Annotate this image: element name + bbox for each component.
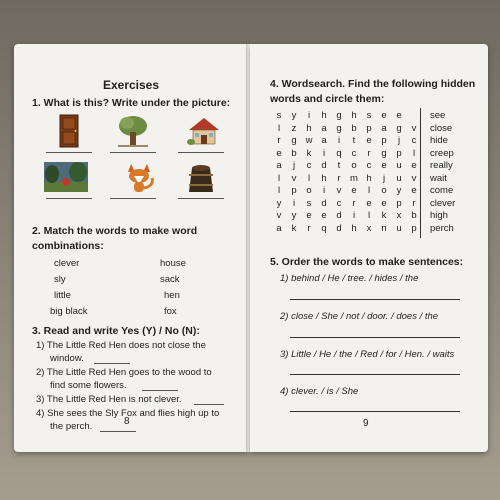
wordsearch-letter[interactable]: e — [321, 210, 327, 221]
wordsearch-letter[interactable]: u — [396, 172, 402, 184]
question-2-line1: 2. Match the words to make word — [32, 225, 198, 237]
door-icon — [52, 114, 86, 148]
wordsearch-letter[interactable]: w — [305, 135, 313, 146]
wordsearch-letter[interactable]: u — [396, 160, 402, 171]
wordsearch-letter[interactable]: l — [367, 185, 371, 196]
statement-text: find some flowers. — [50, 380, 127, 391]
answer-line[interactable] — [110, 152, 156, 153]
wordsearch-word: close — [430, 122, 453, 134]
wordsearch-letter[interactable]: h — [321, 172, 327, 184]
wordsearch-letter[interactable]: l — [277, 122, 281, 134]
wordsearch-letter[interactable]: x — [396, 210, 402, 221]
wordsearch-letter[interactable]: j — [397, 135, 401, 146]
wordsearch-letter[interactable]: z — [291, 122, 297, 134]
wordsearch-letter[interactable]: a — [381, 122, 387, 134]
sack-icon — [186, 160, 216, 194]
tree-icon — [116, 114, 150, 148]
wordsearch-letter[interactable]: h — [366, 172, 372, 184]
wordsearch-letter[interactable]: i — [322, 147, 326, 159]
wordsearch-letter[interactable]: p — [411, 222, 417, 234]
wordsearch-letter[interactable]: o — [306, 185, 312, 196]
match-right-word[interactable]: hen — [164, 290, 180, 301]
wordsearch-letter[interactable]: h — [306, 122, 312, 134]
wordsearch-word: really — [430, 160, 453, 171]
wordsearch-letter[interactable]: q — [321, 222, 327, 234]
fox-icon — [122, 160, 156, 194]
wordsearch-letter[interactable]: y — [291, 210, 297, 221]
wordsearch-letter[interactable]: e — [381, 160, 387, 171]
wordsearch-divider — [420, 108, 421, 238]
wordsearch-letter[interactable]: h — [321, 110, 327, 121]
wordsearch-word: come — [430, 185, 454, 196]
yn-answer-line[interactable] — [194, 404, 224, 405]
wordsearch-letter[interactable]: e — [276, 147, 282, 159]
wordsearch-letter[interactable]: s — [366, 110, 372, 121]
wordsearch-letter[interactable]: g — [381, 147, 387, 159]
wordsearch-letter[interactable]: j — [292, 160, 296, 171]
wordsearch-letter[interactable]: l — [412, 147, 416, 159]
wordsearch-letter[interactable]: r — [277, 135, 281, 146]
question-4-line2: words and circle them: — [270, 93, 385, 105]
wordsearch-letter[interactable]: v — [336, 185, 342, 196]
wordsearch-letter[interactable]: g — [291, 135, 297, 146]
yn-answer-line[interactable] — [100, 431, 136, 432]
statement-text: the perch. — [50, 421, 93, 432]
wordsearch-letter[interactable]: e — [351, 185, 357, 196]
wordsearch-letter[interactable]: l — [367, 210, 371, 221]
wordsearch-letter[interactable]: q — [336, 147, 342, 159]
wordsearch-letter[interactable]: o — [351, 160, 357, 171]
wordsearch-letter[interactable]: d — [321, 197, 327, 209]
statement-text: 3) The Little Red Hen is not clever. — [36, 394, 182, 405]
sentence-scramble: 1) behind / He / tree. / hides / the — [280, 273, 419, 284]
wordsearch-letter[interactable]: k — [306, 147, 312, 159]
wordsearch-letter[interactable]: i — [292, 197, 296, 209]
wordsearch-letter[interactable]: t — [337, 160, 341, 171]
match-left-word[interactable]: little — [54, 290, 71, 301]
wordsearch-letter[interactable]: y — [291, 110, 297, 121]
wordsearch-letter[interactable]: v — [411, 172, 417, 184]
wordsearch-letter[interactable]: c — [351, 147, 357, 159]
wordsearch-letter[interactable]: r — [412, 197, 416, 209]
yn-answer-line[interactable] — [94, 363, 130, 364]
wordsearch-letter[interactable]: b — [291, 147, 297, 159]
wordsearch-letter[interactable]: i — [337, 135, 341, 146]
wordsearch-word: wait — [430, 172, 447, 184]
wordsearch-letter[interactable]: n — [381, 222, 387, 234]
wordsearch-letter[interactable]: l — [307, 172, 311, 184]
wordsearch-letter[interactable]: g — [336, 122, 342, 134]
question-5: 5. Order the words to make sentences: — [270, 256, 464, 268]
wordsearch-letter[interactable]: h — [351, 222, 357, 234]
wordsearch-word: clever — [430, 197, 456, 209]
wordsearch-letter[interactable]: k — [381, 210, 387, 221]
wordsearch-word: perch — [430, 222, 454, 234]
wordsearch-letter[interactable]: v — [291, 172, 297, 184]
wordsearch-letter[interactable]: p — [291, 185, 297, 196]
wordsearch-letter[interactable]: i — [322, 185, 326, 196]
sentence-scramble: 4) clever. / is / She — [280, 386, 359, 397]
question-4-line1: 4. Wordsearch. Find the following hidden — [270, 78, 476, 90]
wordsearch-letter[interactable]: r — [367, 147, 371, 159]
wordsearch-letter[interactable]: d — [336, 222, 342, 234]
match-right-word[interactable]: house — [160, 258, 186, 269]
forest-scene-icon — [44, 162, 88, 192]
match-left-word[interactable]: big black — [50, 306, 88, 317]
sentence-answer-line[interactable] — [290, 374, 460, 375]
page-number: 9 — [363, 418, 369, 429]
wordsearch-letter[interactable]: d — [336, 210, 342, 221]
wordsearch-letter[interactable]: o — [381, 185, 387, 196]
wordsearch-letter[interactable]: l — [277, 185, 281, 196]
match-left-word[interactable]: clever — [54, 258, 80, 269]
page-number: 8 — [124, 416, 130, 427]
wordsearch-word: see — [430, 110, 446, 121]
wordsearch-letter[interactable]: d — [321, 160, 327, 171]
wordsearch-letter[interactable]: j — [382, 172, 386, 184]
wordsearch-letter[interactable]: a — [321, 135, 327, 146]
question-2-line2: combinations: — [32, 240, 104, 252]
wordsearch-letter[interactable]: v — [411, 122, 417, 134]
wordsearch-letter[interactable]: p — [396, 147, 402, 159]
sentence-answer-line[interactable] — [290, 299, 460, 300]
exercises-title: Exercises — [102, 78, 160, 92]
house-icon — [186, 114, 222, 148]
statement-text: 2) The Little Red Hen goes to the wood to — [36, 367, 212, 378]
wordsearch-letter[interactable]: g — [396, 122, 402, 134]
wordsearch-letter[interactable]: e — [381, 197, 387, 209]
wordsearch-letter[interactable]: r — [307, 222, 311, 234]
wordsearch-letter[interactable]: r — [337, 172, 341, 184]
answer-line[interactable] — [178, 198, 224, 199]
sentence-scramble: 2) close / She / not / door. / does / the — [280, 311, 439, 322]
answer-line[interactable] — [178, 152, 224, 153]
wordsearch-letter[interactable]: s — [276, 110, 282, 121]
wordsearch-letter[interactable]: a — [321, 122, 327, 134]
wordsearch-letter[interactable]: c — [306, 160, 312, 171]
match-left-word[interactable]: sly — [54, 274, 66, 285]
wordsearch-letter[interactable]: x — [366, 222, 372, 234]
wordsearch-letter[interactable]: p — [381, 135, 387, 146]
answer-line[interactable] — [46, 152, 92, 153]
sentence-scramble: 3) Little / He / the / Red / for / Hen. / waits — [280, 349, 455, 360]
wordsearch-word: high — [430, 210, 448, 221]
yn-answer-line[interactable] — [142, 390, 178, 391]
wordsearch-letter[interactable]: u — [396, 222, 402, 234]
wordsearch-letter[interactable]: p — [396, 197, 402, 209]
wordsearch-letter[interactable]: i — [352, 210, 356, 221]
wordsearch-letter[interactable]: a — [276, 160, 282, 171]
wordsearch-letter[interactable]: k — [291, 222, 297, 234]
wordsearch-letter[interactable]: p — [366, 122, 372, 134]
wordsearch-letter[interactable]: c — [336, 197, 342, 209]
match-right-word[interactable]: sack — [160, 274, 180, 285]
match-right-word[interactable]: fox — [164, 306, 177, 317]
wordsearch-letter[interactable]: e — [366, 197, 372, 209]
wordsearch-letter[interactable]: e — [381, 110, 387, 121]
wordsearch-letter[interactable]: y — [396, 185, 402, 196]
wordsearch-letter[interactable]: b — [411, 210, 417, 221]
wordsearch-letter[interactable]: r — [352, 197, 356, 209]
wordsearch-letter[interactable]: m — [350, 172, 358, 184]
question-1: 1. What is this? Write under the picture: — [32, 97, 231, 109]
wordsearch-letter[interactable]: l — [277, 172, 281, 184]
wordsearch-letter[interactable]: t — [352, 135, 356, 146]
wordsearch-letter[interactable]: e — [411, 160, 417, 171]
wordsearch-letter[interactable]: g — [336, 110, 342, 121]
wordsearch-letter[interactable]: e — [366, 135, 372, 146]
question-3: 3. Read and write Yes (Y) / No (N): — [32, 325, 200, 337]
wordsearch-letter[interactable]: c — [411, 135, 417, 146]
answer-line[interactable] — [46, 198, 92, 199]
statement-text: 1) The Little Red Hen does not close the — [36, 340, 206, 351]
wordsearch-letter[interactable]: v — [276, 210, 282, 221]
statement-text: 4) She sees the Sly Fox and flies high up to — [36, 408, 220, 419]
wordsearch-word: hide — [430, 135, 448, 146]
answer-line[interactable] — [110, 198, 156, 199]
wordsearch-letter[interactable]: y — [276, 197, 282, 209]
left-page — [14, 44, 248, 452]
wordsearch-letter[interactable]: h — [351, 110, 357, 121]
wordsearch-letter[interactable]: s — [306, 197, 312, 209]
wordsearch-letter[interactable]: e — [396, 110, 402, 121]
wordsearch-letter[interactable]: e — [306, 210, 312, 221]
wordsearch-letter[interactable]: b — [351, 122, 357, 134]
sentence-answer-line[interactable] — [290, 337, 460, 338]
wordsearch-letter[interactable]: a — [276, 222, 282, 234]
wordsearch-letter[interactable]: e — [411, 185, 417, 196]
sentence-answer-line[interactable] — [290, 411, 460, 412]
wordsearch-word: creep — [430, 147, 454, 159]
wordsearch-letter[interactable]: c — [366, 160, 372, 171]
wordsearch-letter[interactable]: i — [307, 110, 311, 121]
statement-text: window. — [50, 353, 84, 364]
